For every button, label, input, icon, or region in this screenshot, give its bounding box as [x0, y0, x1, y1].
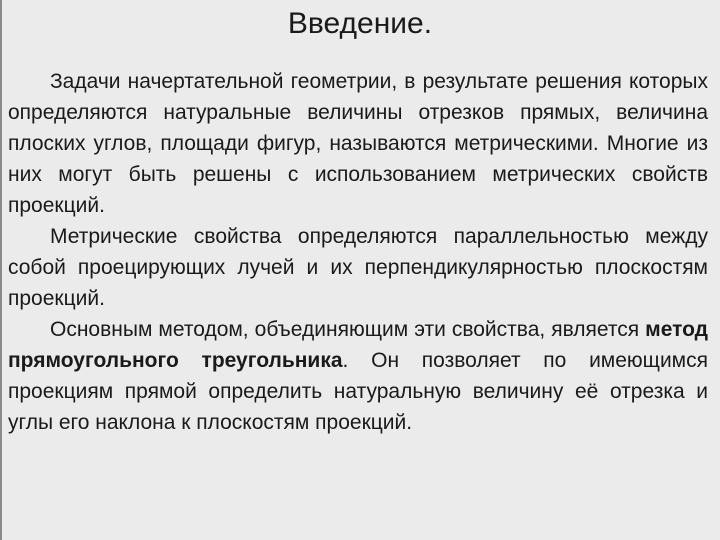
paragraph-main-method — [8, 314, 708, 438]
paragraph-metric-problems: Задачи начертательной геометрии, в результате решения которых определяются натуральные величины отрезков прямых, величина плоских углов, площади фигур, называются метрическими. Многие из них могут быть решены с использованием метрических свойств проекций. — [8, 70, 708, 217]
slide-body — [8, 66, 708, 438]
slide-title: Введение. — [287, 7, 433, 40]
main-method-intro: Основным методом, объединяющим эти свойства, является — [50, 318, 646, 341]
paragraph-metric-properties: Метрические свойства определяются параллельностью между собой проецирующих лучей и их перпендикулярностью плоскостям проекций. — [8, 225, 708, 310]
method-name-emphasis: метод прямоугольного треугольника — [8, 318, 708, 372]
main-method-description: . Он позволяет по имеющимся проекциям прямой определить натуральную величину её отрезка и углы его наклона к плоскостям проекций. — [8, 349, 708, 434]
left-border-line — [0, 0, 2, 540]
